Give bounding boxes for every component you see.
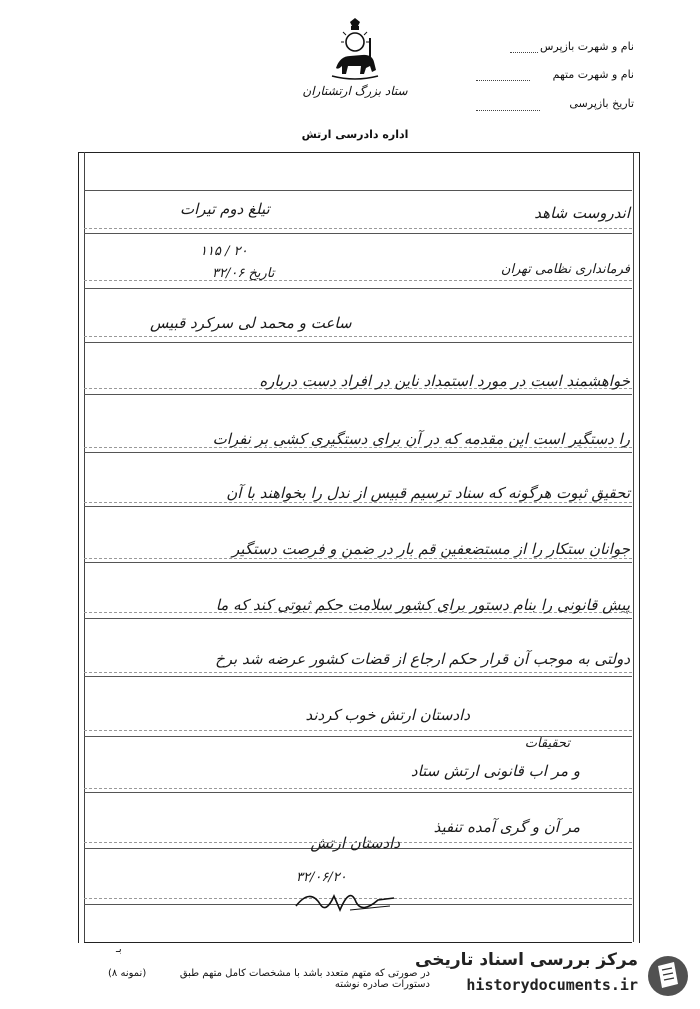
ruled-line [84, 558, 632, 559]
ruled-line [84, 676, 632, 677]
signature-3-date: ۳۲/۰۶/۲۰ [296, 870, 347, 885]
form-number: (نمونه ۸) [108, 968, 147, 979]
ruled-line [84, 506, 632, 507]
form-bottom-line [84, 942, 632, 943]
ruled-line [84, 190, 632, 191]
watermark-url: historydocuments.ir [466, 976, 638, 994]
ruled-line [84, 342, 632, 343]
ruled-line [84, 792, 632, 793]
body-line-6: دولتی به موجب آن قرار حکم ارجاع از قضات کشور عرضه شد برخ [215, 650, 630, 668]
ruled-line [84, 788, 632, 789]
agency-name: ستاد بزرگ ارتشتاران [302, 84, 408, 98]
body-line-3: تحقیق ثبوت هرگونه که سناد ترسیم قبیس از ندل را بخواهند با آن [226, 484, 630, 502]
closing-line: دادستان ارتش خوب کردند [305, 706, 470, 724]
handwritten-signature [290, 880, 400, 920]
ruled-line [84, 452, 632, 453]
archive-watermark [415, 948, 696, 1004]
ruled-line [84, 233, 632, 234]
field-line-accused [476, 80, 530, 81]
watermark-persian-text: مرکز بررسی اسناد تاریخی [415, 950, 638, 970]
signature-1-line: و مر اب قانونی ارتش ستاد [410, 762, 580, 780]
field-label-accused: نام و شهرت متهم [552, 68, 634, 81]
signature-1-name: تحقیقات [524, 736, 570, 751]
reference-number: ۱۱۵ / ۲۰ [200, 244, 248, 259]
ruled-line [84, 730, 632, 731]
field-line-date [476, 110, 540, 111]
ruled-line [84, 672, 632, 673]
body-line-2: را دستگیر است این مقدمه که در آن برای دستگیری کشی بر نفرات [212, 430, 630, 448]
reference-date: تاریخ ۳۲/۰۶ [212, 266, 275, 281]
ruled-line [84, 228, 632, 229]
lion-and-sun-emblem-icon [326, 18, 384, 82]
department-name: اداره دادرسی ارتش [301, 128, 409, 141]
field-line-investigator [510, 52, 538, 53]
field-label-investigator: نام و شهرت بازپرس [539, 40, 634, 53]
ruled-line [84, 288, 632, 289]
field-label-date: تاریخ بازپرسی [569, 97, 634, 110]
archive-logo-icon [646, 954, 690, 998]
handwritten-line1-left: تیلغ دوم تیرات [180, 200, 270, 218]
body-line-1: خواهشمند است در مورد استمداد ناین در افراد دست درباره [259, 372, 630, 390]
handwritten-line3-right: فرمانداری نظامی تهران [500, 262, 630, 277]
ruled-line [84, 502, 632, 503]
body-line-4: جوانان ستکار را از مستضعفین قم بار در ضمن و فرصت دستگیر [231, 540, 630, 558]
footer-note: در صورتی که متهم متعدد باشد با مشخصات کامل متهم طبق دستورات صادره نوشته [179, 968, 430, 990]
ruled-line [84, 394, 632, 395]
signature-2-line: مر آن و گری آمده تنفیذ [433, 818, 580, 836]
ruled-line [84, 336, 632, 337]
ruled-line [84, 562, 632, 563]
handwritten-line1-right: اندروست شاهد [534, 204, 630, 222]
ruled-line [84, 280, 632, 281]
subject-line: ساعت و محمد لی سرکرد قبیس [150, 314, 352, 332]
signature-3-line: دادستان ارتش [310, 834, 400, 852]
body-line-5: پیش قانونی را بنام دستور برای کشور سلامت حکم ثبوتی کند که ما [215, 596, 630, 614]
tick-mark: بـ [116, 944, 122, 955]
ruled-line [84, 618, 632, 619]
